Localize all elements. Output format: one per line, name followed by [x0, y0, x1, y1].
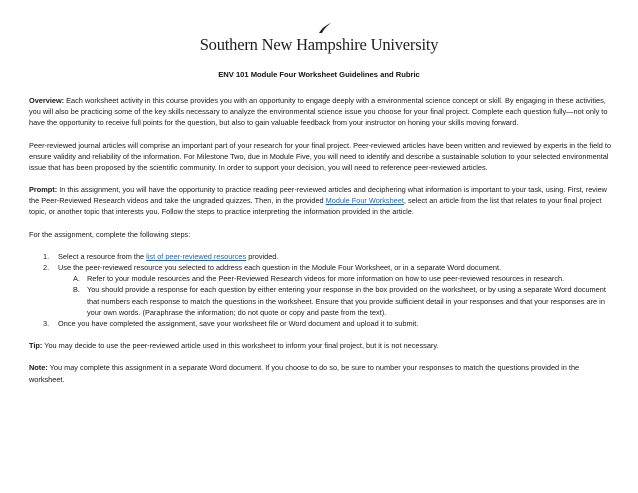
- document-body: [29, 95, 613, 396]
- tip-label: Tip:: [29, 341, 43, 351]
- step-2-text: Use the peer-reviewed resource you selected to address each question in the Module Four Worksheet, or in a separate Word document.: [58, 263, 502, 273]
- tip-paragraph: [29, 340, 613, 351]
- page-title: ENV 101 Module Four Worksheet Guidelines and Rubric: [218, 70, 420, 79]
- overview-text: Each worksheet activity in this course provides you with an opportunity to engage deeply with a environmental science concept or skill. By engaging in these activities, you will also be practicing some of the key skills necessary to analyze the environmental science issue you choose for your final project. Complete each question fully—not only to have the opportunity to receive full points for the question, but also to gain valuable feedback from your instructor on honing your skills moving forward.: [29, 96, 608, 128]
- prompt-paragraph: [29, 184, 613, 217]
- step-2a-text: Refer to your module resources and the Peer-Reviewed Research videos for more information on how to use peer-reviewed resources in research.: [87, 274, 565, 284]
- university-logo: [200, 36, 439, 54]
- prompt-label: Prompt:: [29, 185, 58, 195]
- note-paragraph: [29, 362, 613, 384]
- steps-intro: For the assignment, complete the following steps:: [29, 229, 191, 239]
- list-item: [29, 318, 613, 329]
- tip-text: You may decide to use the peer-reviewed article used in this worksheet to inform your final project, but it is not necessary.: [42, 341, 439, 351]
- peer-reviewed-resources-link[interactable]: list of peer-reviewed resources: [146, 252, 247, 262]
- step-1-text-after: provided.: [246, 252, 279, 262]
- overview-label: Overview:: [29, 96, 65, 105]
- logo-text: Southern New Hampshire University: [199, 35, 439, 54]
- header: [0, 36, 638, 55]
- prompt-text-after: , select an article from the list that relates to your final project topic, or another topic that interests you. Follow the steps to practice interpreting the information provided in the article.: [29, 196, 602, 217]
- sub-list-letter: B.: [73, 285, 80, 295]
- step-2b-text: You should provide a response for each question by either entering your response in the box provided on the worksheet, or by using a separate Word document that numbers each response to match the questions in the worksheet. Ensure that you provide sufficient detail in your responses and that your responses are in your own words. (Paraphrase the information; do not quote or copy and paste from the text).: [87, 285, 606, 317]
- list-number: 2.: [43, 263, 50, 273]
- peer-reviewed-paragraph: Peer-reviewed journal articles will comprise an important part of your research for your final project. Peer-reviewed articles have been written and reviewed by experts in the field to ensure validity and reliability of the information. For Milestone Two, due in Module Five, you will need to identify and describe a sustainable solution to your selected environmental issue that has been proposed by the scientific community. In order to support your decision, you will need to reference peer-reviewed articles.: [29, 140, 612, 172]
- note-label: Note:: [29, 363, 48, 373]
- list-item: [29, 251, 613, 262]
- note-text: You may complete this assignment in a separate Word document. If you choose to do so, be sure to number your responses to match the questions provided in the worksheet.: [29, 363, 580, 384]
- prompt-text-before: In this assignment, you will have the opportunity to practice reading peer-reviewed articles and deciphering what information is important to your task, using. First, review the Peer-Reviewed Research videos and take the ungraded quizzes. Then, in the provided: [29, 185, 607, 206]
- list-item: [29, 262, 613, 273]
- step-1-text-before: Select a resource from the: [58, 252, 147, 262]
- module-four-worksheet-link[interactable]: Module Four Worksheet: [325, 196, 404, 206]
- steps-list: [29, 251, 613, 329]
- sub-list-item: [29, 273, 613, 284]
- list-number: 1.: [43, 252, 50, 262]
- overview-paragraph: [29, 95, 613, 128]
- step-3-text: Once you have completed the assignment, save your worksheet file or Word document and upload it to submit.: [58, 318, 419, 328]
- sub-list-letter: A.: [73, 274, 80, 284]
- snhu-swoosh-icon: [318, 22, 332, 34]
- list-number: 3.: [43, 318, 50, 328]
- sub-list-item: [29, 284, 613, 317]
